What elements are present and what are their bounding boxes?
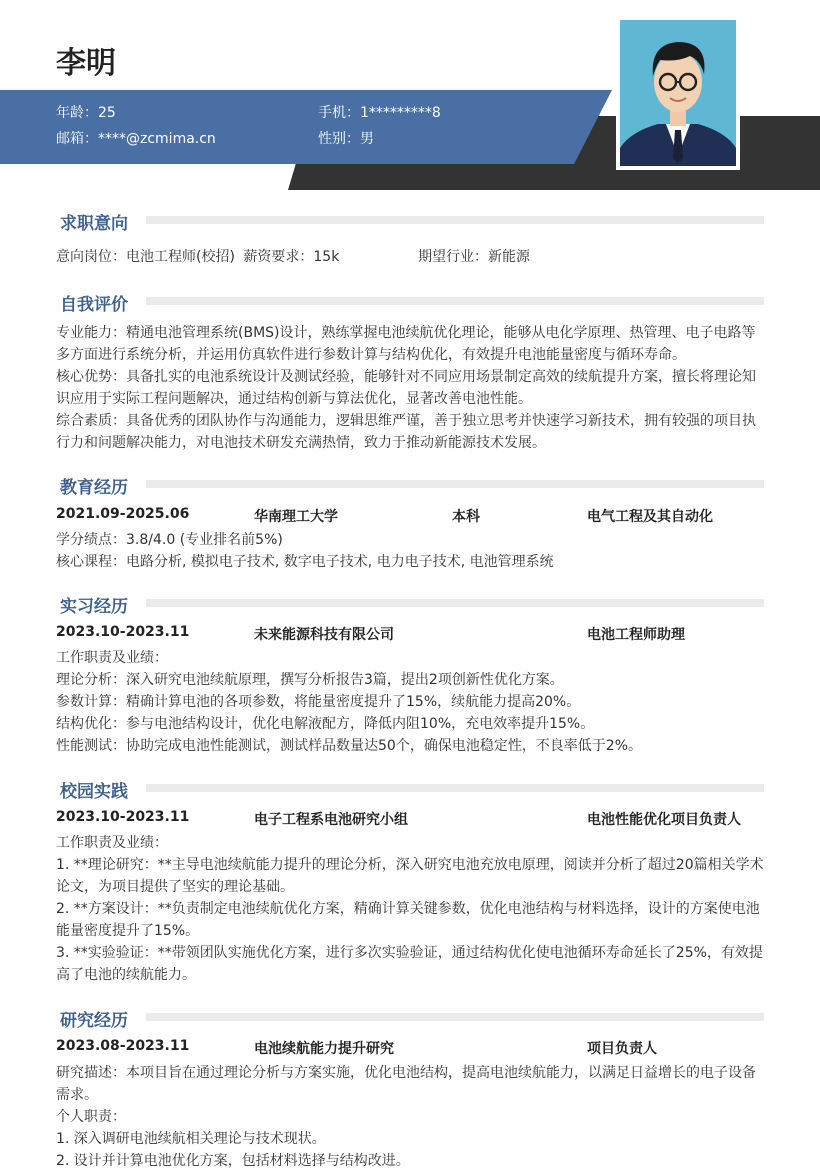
internship-role: 电池工程师助理: [587, 627, 685, 643]
section-divider: [146, 784, 764, 792]
text-line: 理论分析：深入研究电池续航原理，撰写分析报告3篇，提出2项创新性优化方案。: [56, 672, 564, 688]
campus-header-row: [56, 809, 764, 831]
organization-name: 电子工程系电池研究小组: [254, 812, 408, 828]
text-line: 1. 深入调研电池续航相关理论与技术现状。: [56, 1131, 326, 1147]
salary-expectation: 薪资要求：15k: [243, 249, 340, 265]
degree: 本科: [452, 509, 480, 525]
text-line: 能量密度提升了15%。: [56, 923, 200, 939]
internship-date: 2023.10-2023.11: [56, 624, 190, 640]
campus-role: 电池性能优化项目负责人: [587, 812, 741, 828]
text-line: 核心课程：电路分析, 模拟电子技术, 数字电子技术, 电力电子技术, 电池管理系统: [56, 554, 554, 570]
text-line: 论文，为项目提供了坚实的理论基础。: [56, 879, 294, 895]
text-line: 核心优势：具备扎实的电池系统设计及测试经验，能够针对不同应用场景制定高效的续航提升方案，擅长将理论知: [56, 369, 756, 385]
expected-industry: 期望行业：新能源: [418, 249, 530, 265]
major: 电气工程及其自动化: [587, 509, 713, 525]
school-name: 华南理工大学: [254, 509, 338, 525]
text-line: 2. 设计并计算电池优化方案，包括材料选择与结构改进。: [56, 1153, 410, 1169]
age-field: 年龄：25: [56, 105, 116, 121]
research-header-row: [56, 1038, 764, 1060]
portrait-avatar-icon: [620, 20, 736, 166]
email-field: 邮箱：****@zcmima.cn: [56, 131, 216, 147]
text-line: 个人职责：: [56, 1109, 126, 1125]
section-divider: [146, 216, 764, 224]
text-line: 研究描述：本项目旨在通过理论分析与方案实施，优化电池结构，提高电池续航能力，以满足日益增长的电子设备: [56, 1065, 756, 1081]
text-line: 2. **方案设计：**负责制定电池续航优化方案，精确计算关键参数，优化电池结构与材料选择，设计的方案使电池: [56, 901, 760, 917]
profile-photo: [616, 16, 740, 170]
research-details: [56, 1062, 764, 1172]
campus-details: [56, 832, 764, 986]
text-line: 工作职责及业绩：: [56, 650, 168, 666]
text-line: 1. **理论研究：**主导电池续航能力提升的理论分析，深入研究电池充放电原理，阅读并分析了超过20篇相关学术: [56, 857, 764, 873]
section-divider: [146, 1013, 764, 1021]
text-line: 结构优化：参与电池结构设计，优化电解液配方，降低内阻10%，充电效率提升15%。: [56, 716, 595, 732]
project-name: 电池续航能力提升研究: [254, 1041, 394, 1057]
section-divider: [146, 599, 764, 607]
education-header-row: [56, 506, 764, 528]
phone-field: 手机：1*********8: [318, 105, 441, 121]
section-title-research: 研究经历: [60, 1011, 128, 1031]
section-title-internship: 实习经历: [60, 597, 128, 617]
text-line: 综合素质：具备优秀的团队协作与沟通能力，逻辑思维严谨，善于独立思考并快速学习新技术，拥有较强的项目执: [56, 413, 756, 429]
text-line: 工作职责及业绩：: [56, 835, 168, 851]
text-line: 专业能力：精通电池管理系统(BMS)设计，熟练掌握电池续航优化理论，能够从电化学原理、热管理、电子电路等: [56, 325, 756, 341]
section-title-job-intent: 求职意向: [60, 214, 128, 234]
education-date: 2021.09-2025.06: [56, 506, 190, 522]
job-intent-row: [56, 246, 764, 268]
candidate-name: 李明: [56, 46, 116, 81]
text-line: 学分绩点：3.8/4.0 (专业排名前5%): [56, 532, 283, 548]
company-name: 未来能源科技有限公司: [254, 627, 394, 643]
campus-date: 2023.10-2023.11: [56, 809, 190, 825]
text-line: 参数计算：精确计算电池的各项参数，将能量密度提升了15%，续航能力提高20%。: [56, 694, 581, 710]
text-line: 需求。: [56, 1087, 98, 1103]
text-line: 行力和问题解决能力，对电池技术研发充满热情，致力于推动新能源技术发展。: [56, 435, 546, 451]
research-date: 2023.08-2023.11: [56, 1038, 190, 1054]
text-line: 3. **实验验证：**带领团队实施优化方案，进行多次实验验证，通过结构优化使电池循环寿命延长了25%，有效提: [56, 945, 763, 961]
section-title-education: 教育经历: [60, 478, 128, 498]
internship-details: [56, 647, 764, 757]
self-eval-text: [56, 322, 764, 454]
section-title-campus: 校园实践: [60, 782, 128, 802]
section-divider: [146, 480, 764, 488]
text-line: 高了电池的续航能力。: [56, 967, 196, 983]
section-title-self-eval: 自我评价: [60, 295, 128, 315]
text-line: 多方面进行系统分析，并运用仿真软件进行参数计算与结构优化，有效提升电池能量密度与循环寿命。: [56, 347, 686, 363]
intended-position: 意向岗位：电池工程师(校招): [56, 249, 235, 265]
text-line: 性能测试：协助完成电池性能测试，测试样品数量达50个，确保电池稳定性，不良率低于2%。: [56, 738, 643, 754]
section-divider: [146, 297, 764, 305]
text-line: 识应用于实际工程问题解决，通过结构创新与算法优化，显著改善电池性能。: [56, 391, 532, 407]
education-details: [56, 529, 764, 573]
gender-field: 性别：男: [318, 131, 374, 147]
research-role: 项目负责人: [587, 1041, 657, 1057]
internship-header-row: [56, 624, 764, 646]
